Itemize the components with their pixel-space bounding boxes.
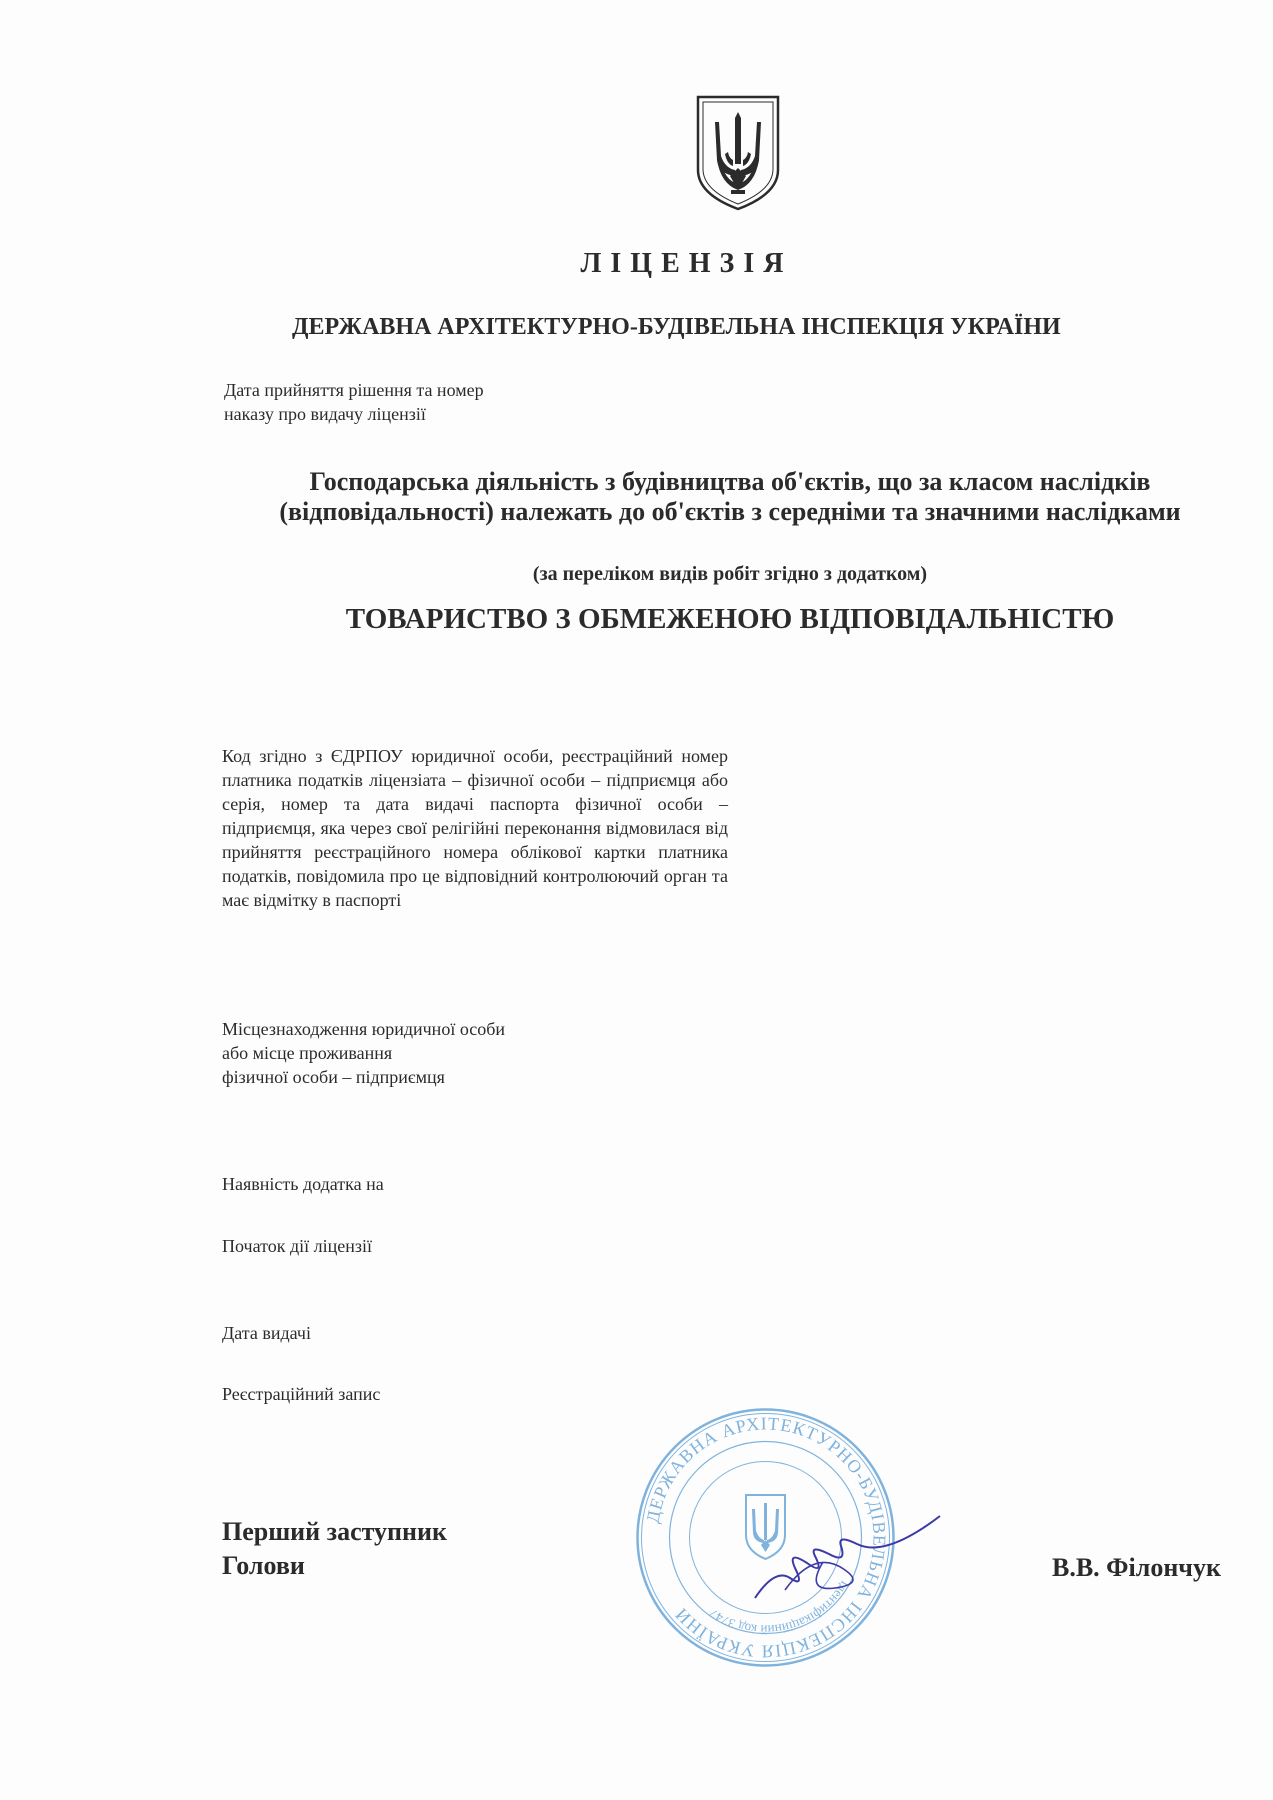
license-start-label: Початок дії ліцензії bbox=[222, 1236, 372, 1256]
company-legal-form: ТОВАРИСТВО З ОБМЕЖЕНОЮ ВІДПОВІДАЛЬНІСТЮ bbox=[345, 603, 1115, 635]
location-label-line: Місцезнаходження юридичної особи bbox=[222, 1019, 506, 1039]
location-label bbox=[222, 1017, 505, 1089]
edrpou-code-label: Код згідно з ЄДРПОУ юридичної особи, реєстраційний номер платника податків ліцензіата – фізичної особи – підприємця або серія, номер та дата видачі паспорта фізичної особи – підприємця, яка через свої релігійні переконання відмовилася від прийняття реєстраційного номера облікової картки платника податків, повідомила про це відповідний контролюючий орган та має відмітку в паспорті bbox=[222, 746, 728, 910]
decision-label bbox=[224, 378, 484, 426]
signer-name: В.В. Філончук bbox=[1052, 1553, 1221, 1582]
signer-role-line: Перший заступник bbox=[222, 1517, 447, 1546]
activity-description: Господарська діяльність з будівництва об'єктів, що за класом наслідків (відповідальності) належать до об'єктів з середніми та значними наслідками bbox=[279, 467, 1181, 526]
activity-note: (за переліком видів робіт згідно з додатком) bbox=[532, 563, 928, 585]
decision-label-line: наказу про видачу ліцензії bbox=[224, 404, 426, 424]
attachment-label: Наявність додатка на bbox=[222, 1174, 384, 1194]
registration-record-label: Реєстраційний запис bbox=[222, 1384, 381, 1404]
signer-role-line: Голови bbox=[222, 1551, 305, 1580]
location-label-line: фізичної особи – підприємця bbox=[222, 1067, 445, 1087]
stamp-ring-text: ДЕРЖАВНА АРХІТЕКТУРНО-БУДІВЕЛЬНА ІНСПЕКЦІЯ УКРАЇНИ bbox=[642, 1413, 890, 1662]
trident-coat-of-arms-icon bbox=[695, 94, 781, 212]
signer-role bbox=[222, 1515, 447, 1583]
issuing-authority: ДЕРЖАВНА АРХІТЕКТУРНО-БУДІВЕЛЬНА ІНСПЕКЦІЯ УКРАЇНИ bbox=[292, 314, 1061, 340]
decision-label-line: Дата прийняття рішення та номер bbox=[224, 380, 484, 400]
document-title: ЛІЦЕНЗІЯ bbox=[580, 248, 793, 279]
stamp-inner-text: Ідентифікаційний код 3747 bbox=[706, 1578, 854, 1638]
location-label-line: або місце проживання bbox=[222, 1043, 393, 1063]
handwritten-signature bbox=[745, 1508, 945, 1608]
issue-date-label: Дата видачі bbox=[222, 1323, 311, 1343]
